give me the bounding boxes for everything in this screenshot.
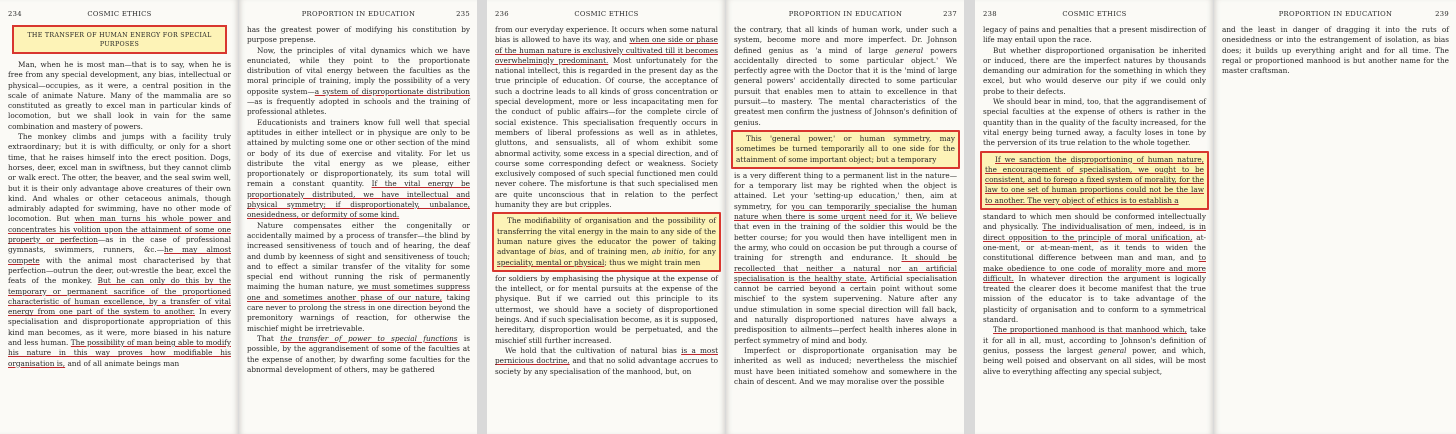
paragraph: But whether disproportioned organisation be inherited or induced, there are the imperfect natures by thousands demanding our admiration for the something in which they excel, but who would deserve our pity if we could only probe to their defects. xyxy=(983,45,1206,96)
running-head: COSMIC ETHICS xyxy=(574,10,639,18)
page-body xyxy=(983,25,1206,377)
underlined-passage: The proportioned manhood is that manhood which, xyxy=(993,325,1187,335)
paragraph: We should bear in mind, too, that the aggrandisement of special faculties at the expense of others is rather in the quantity than in the quality of the faculty increased, for the vital energy being turned away, a faculty loses in tone by the perversion of its true relation to the whole together. xyxy=(983,97,1206,148)
paragraph: the contrary, that all kinds of human work, under such a system, become more and more imperfect. Dr. Johnson defined genius as 'a mind of large general powers accidentally directed to some particular object.' We perfectly agree with the Doctor that it is the 'mind of large general powers' accidentally directed to some particular pursuit that enables men to attain to excellence in that pursuit—to mastery. The mental characteristics of the greatest men confirm the justness of Johnson's definition of genius. xyxy=(734,25,957,127)
underlined-passage: It should be recollected that neither a natural nor an artificial specialisation is the healthy state. xyxy=(734,253,957,283)
page-number: 234 xyxy=(8,10,22,18)
page-body xyxy=(1222,25,1449,76)
highlighted-passage: If we sanction the disproportioning of human nature, the encouragement of specialisation, we ought to be consistent, and to forego a fixed system of morality, for the law to one set of human proportions could not be the law to another. The very object of ethics is to establish a xyxy=(980,151,1209,210)
running-header xyxy=(983,9,1206,22)
paragraph: standard to which men should be conformed intellectually and physically. The individualisation of men, indeed, is in direct opposition to the principle of moral unification, at-one-ment, or at-mean-ment, as it tends to widen the constitutional difference between man and man, and to make obedience to one code of morality more and more difficult. In whatever direction the argument is logically treated the clearer does it become manifest that the true mission of the educator is to take advantage of the plasticity of organisation and to conform to a symmetrical standard. xyxy=(983,212,1206,325)
page-234 xyxy=(0,0,238,434)
paragraph: We hold that the cultivation of natural bias is a most pernicious doctrine, and that no solid advantage accrues to society by any specialisation of the manhood, but, on xyxy=(495,345,718,376)
page-number: 235 xyxy=(456,10,470,18)
paragraph: Now, the principles of vital dynamics which we have enunciated, while they point to the proportionate distribution of vital energy between the faculties as the moral principle of training, imply the possibility of a very opposite system—a system of disproportionate distribution—as is frequently adopted in schools and the training of professional athletes. xyxy=(247,45,470,117)
paragraph: has the greatest power of modifying his constitution by purpose prepense. xyxy=(247,25,470,45)
page-body xyxy=(734,25,957,387)
underlined-passage: when one side or phase of the human nature is exclusively cultivated till it becomes overwhelmingly predominant. xyxy=(495,35,718,65)
page-body xyxy=(8,60,231,369)
underlined-passage: The individualisation of men, indeed, is in direct opposition to the principle of moral unification, xyxy=(983,222,1206,242)
running-head: PROPORTION IN EDUCATION xyxy=(301,10,416,18)
running-head: COSMIC ETHICS xyxy=(1062,10,1127,18)
underlined-passage: you can temporarily specialise the human nature when there is some urgent need for it. xyxy=(734,201,957,222)
paragraph: Imperfect or disproportionate organisation may be inherited as well as induced; nevertheless the mischief must have been initiated somehow and somewhere in the chain of descent. And we may moralise over the possible xyxy=(734,345,957,386)
running-header xyxy=(734,9,957,22)
underlined-passage: a system of disproportionate distribution xyxy=(314,86,470,96)
page-body xyxy=(495,25,718,377)
underlined-passage: he may almost compete xyxy=(8,245,231,265)
paragraph: Nature compensates either the congenitally or accidentally maimed by a process of transfer—the blind by increased sensitiveness of touch and of hearing, the deaf and dumb by keenness of sight and sensitiveness of touch; and to effect a similar transfer of the vitality for some special end without running the risk of permanently maiming the human nature, we must sometimes suppress one and sometimes another phase of our nature, taking care never to prolong the stress in one direction beyond the premonitory warnings of reaction, for otherwise the mischief might be irretrievable. xyxy=(247,220,471,333)
underlined-passage: we must sometimes suppress one and sometimes another phase of our nature, xyxy=(247,282,471,302)
paragraph: The proportioned manhood is that manhood which, take it for all in all, must, according to Johnson's definition of genius, possess the largest general power, and which, being well poised and observant on all sides, will be most alive to everything affecting any special subject, xyxy=(983,325,1206,376)
page-238 xyxy=(975,0,1213,434)
running-header xyxy=(495,9,718,22)
paragraph: is a very different thing to a permanent list in the nature—for a temporary list may be righted when the object is attained. Let your 'setting-up education,' then, aim at symmetry, for you can temporarily specialise the human nature when there is some urgent need for it. We believe that even in the training of the soldier this would be the better course; for you would then have intelligent men in the army, who could on occasion be put through a course of training for strength and endurance. It should be recollected that neither a natural nor an artificial specialisation is the healthy state. Artificial specialisation cannot be carried beyond a certain point without some mischief to the system supervening. Nature after any undue stimulation in some special direction will fall back, and naturally disproportioned natures have always a predisposition to ailments—perfect health inheres alone in perfect symmetry of mind and body. xyxy=(734,170,957,345)
highlighted-passage: The modifiability of organisation and the possibility of transferring the vital energy in the main to any side of the human nature gives the educator the power of taking advantage of bias, and of training men, ab initio, for any speciality, mental or physical; thus we might train men xyxy=(492,212,721,271)
highlighted-passage: This 'general power,' or human symmetry, may sometimes be turned temporarily all to one side for the attainment of some important object; but a temporary xyxy=(731,130,960,169)
underlined-passage: If the vital energy be proportionately distributed, we have intellectual and physical symmetry; if disproportionately, unbalance, onesidedness, or deformity of some kind. xyxy=(247,179,470,220)
paragraph: from our everyday experience. It occurs when some natural bias is allowed to have its way, and when one side or phase of the human nature is exclusively cultivated till it becomes overwhelmingly predominant. Most unfortunately for the national intellect, this is regarded in the present day as the true principle of education. Of course, the acceptance of such a doctrine leads to all kinds of gross concentration or special development, more or less incapacitating men for the conduct of public affairs—for the complete circle of social existence. This specialisation frequently occurs in members of liberal professions as well as in athletes, gluttons, and sensualists, all of whom exhibit some abnormal activity, some excess in a special direction, and of course some corresponding defect or weakness. Society exclusively composed of such special functioned men could never cohere. The misfortune is that such specialised men are quite unconscious that in relation to the perfect humanity they are but cripples. xyxy=(495,25,718,210)
running-head: COSMIC ETHICS xyxy=(87,10,152,18)
page-235 xyxy=(239,0,477,434)
running-header xyxy=(247,9,470,22)
underlined-passage: the transfer of power to special functions xyxy=(280,333,458,343)
paragraph: The monkey climbs and jumps with a facility truly extraordinary; but it is with difficulty, or only for a short time, that he raises himself into the erect position. Dogs, horses, deer, excel man in swiftness, but they cannot climb or walk erect. The otter, the beaver, and the seal swim well, but it is their only advantage above creatures of their own kind. And whales or other cetaceous animals, though admirably adapted for swimming, have no other mode of locomotion. But when man turns his whole power and concentrates his volition upon the attainment of some one property or perfection—as in the case of professional gymnasts, swimmers, runners, &c.—he may almost compete with the animal most characterised by that perfection—outrun the deer, out-wrestle the bear, excel the feats of the monkey. But he can only do this by the temporary or permanent sacrifice of the proportioned characteristic of human excellence, by a transfer of vital energy from one part of the system to another. In every specialisation and disproportionate appropriation of this kind man becomes, as it were, more biased in his nature and less human. The possibility of man being able to modify his nature in this way proves how modifiable his organisation is, and of all animate beings man xyxy=(8,132,232,368)
page-237 xyxy=(726,0,964,434)
underlined-passage: to make obedience to one code of morality more and more difficult. xyxy=(983,253,1206,283)
paragraph: Man, when he is most man—that is to say, when he is free from any special development, any bias, intellectual or physical—occupies, as it were, a central position in the scale of animate Nature. Many of the mammalia are so constituted as greatly to excel man in particular kinds of locomotion, but we shall look in vain for the same combination and mastery of powers. xyxy=(8,60,231,131)
underlined-passage: is a most pernicious doctrine, xyxy=(495,345,718,366)
section-title: THE TRANSFER OF HUMAN ENERGY FOR SPECIAL PURPOSES xyxy=(12,25,227,54)
paragraph: and the least in danger of dragging it into the ruts of onesidedness or into the estrangement of isolation, as bias does; it builds up everything aright and for all time. The regal or proportioned manhood is but another name for the master craftsman. xyxy=(1222,25,1449,76)
underlined-passage: when man turns his whole power and concentrates his volition upon the attainment of some one property or perfection xyxy=(8,214,231,245)
underlined-passage: speciality, mental or physical xyxy=(497,257,605,267)
page-number: 239 xyxy=(1435,10,1449,18)
paragraph: for soldiers by emphasising the physique at the expense of the intellect, or for mental pursuits at the expense of the physique. But if we carried out this principle to its uttermost, we should have a society of disproportioned beings. And if such specialisation become, as it is supposed, hereditary, disproportion would be perpetuated, and the mischief still further increased. xyxy=(495,273,718,345)
running-head: PROPORTION IN EDUCATION xyxy=(788,10,903,18)
running-head: PROPORTION IN EDUCATION xyxy=(1278,10,1393,18)
page-239 xyxy=(1214,0,1456,434)
underlined-passage: But he can only do this by the temporary or permanent sacrifice of the proportioned characteristic of human excellence, by a transfer of vital energy from one part of the system to another. xyxy=(8,276,231,317)
paragraph: That the transfer of power to special functions is possible, by the aggrandisement of some of the faculties at the expense of another, by dwarfing some faculties for the abnormal development of others, may be gathered xyxy=(247,333,470,374)
running-header xyxy=(8,9,231,22)
page-number: 237 xyxy=(943,10,957,18)
page-body xyxy=(247,25,470,375)
paragraph: legacy of pains and penalties that a present misdirection of life may entail upon the race. xyxy=(983,25,1206,45)
page-236 xyxy=(487,0,725,434)
page-number: 238 xyxy=(983,10,997,18)
running-header xyxy=(1222,9,1449,22)
underlined-passage: The possibility of man being able to modify his nature in this way proves how modifiable his organisation is, xyxy=(8,338,231,368)
page-number: 236 xyxy=(495,10,509,18)
paragraph: Educationists and trainers know full well that special aptitudes in either intellect or in physique are only to be attained by mulcting some one or other section of the mind or body of its due of exercise and vitality. For let us distribute the vital energy as we please, either proportionately or disproportionately, its sum total will remain a constant quantity. If the vital energy be proportionately distributed, we have intellectual and physical symmetry; if disproportionately, unbalance, onesidedness, or deformity of some kind. xyxy=(247,117,470,220)
